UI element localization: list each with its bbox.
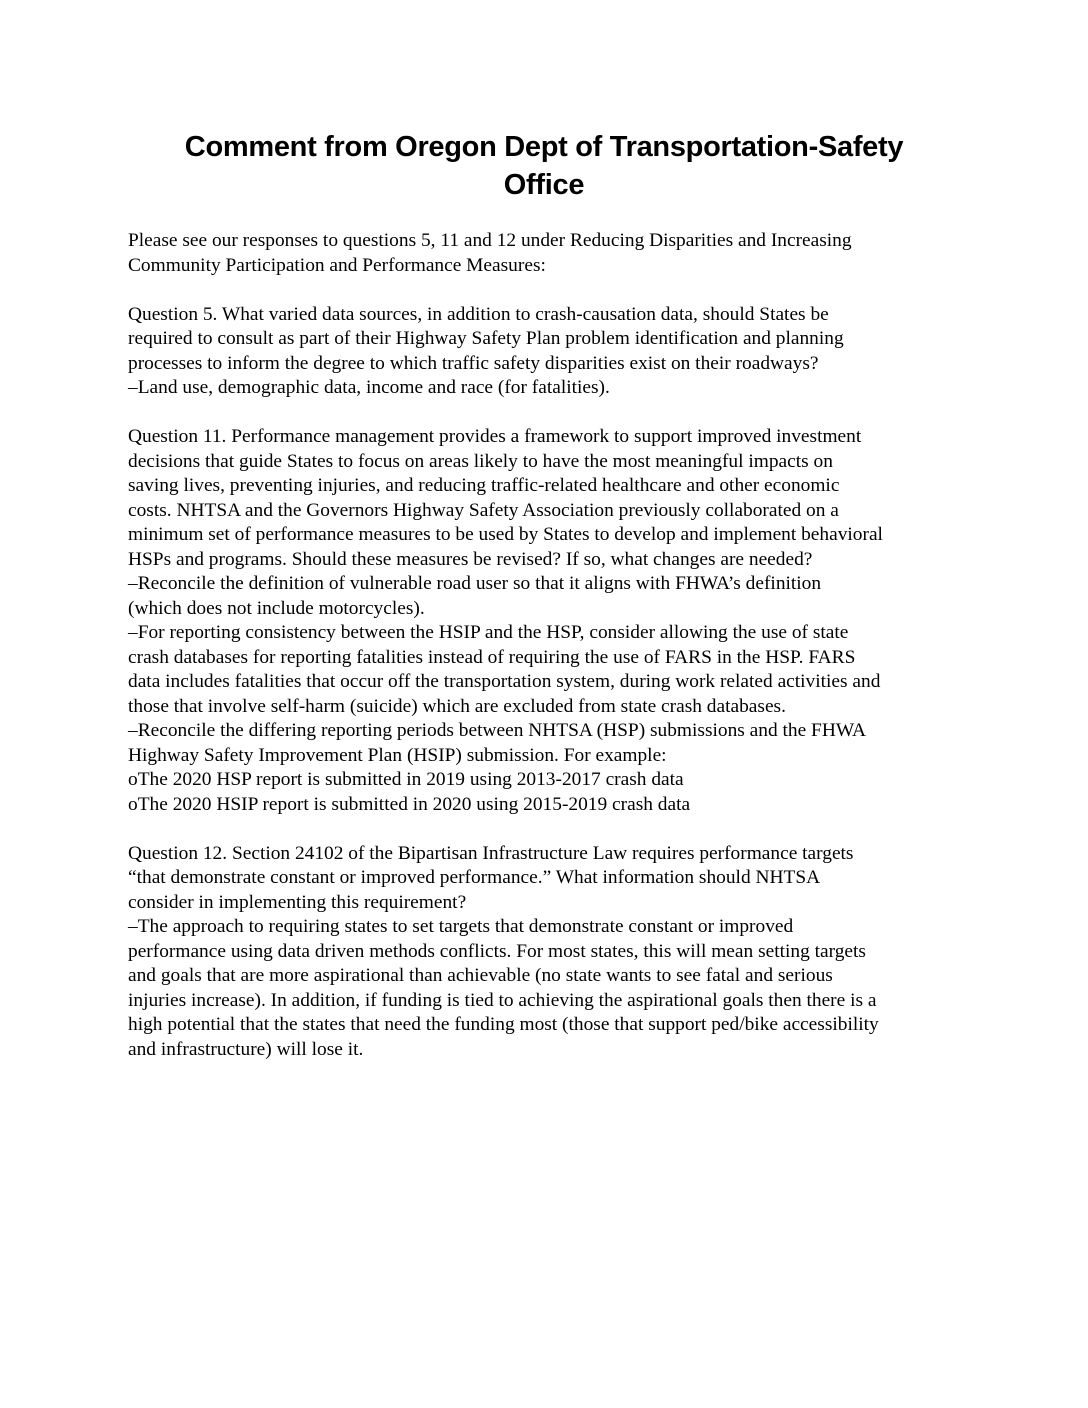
text-line: Please see our responses to questions 5, 11 and 12 under Reducing Disparities and Increasing <box>128 230 852 251</box>
text-line: required to consult as part of their Highway Safety Plan problem identification and planning <box>128 328 844 349</box>
text-line: processes to inform the degree to which traffic safety disparities exist on their roadways? <box>128 352 819 374</box>
answer-line: Highway Safety Improvement Plan (HSIP) submission. For example: <box>128 744 667 766</box>
question-12-paragraph <box>128 842 968 1063</box>
answer-line: –Reconcile the differing reporting periods between NHTSA (HSP) submissions and the FHWA <box>128 720 866 741</box>
answer-line: high potential that the states that need the funding most (those that support ped/bike accessibility <box>128 1014 879 1035</box>
answer-line: crash databases for reporting fatalities instead of requiring the use of FARS in the HSP. FARS <box>128 646 856 668</box>
question-5-paragraph <box>128 303 968 401</box>
document-title <box>120 128 968 204</box>
answer-line: data includes fatalities that occur off the transportation system, during work related activities and <box>128 671 881 692</box>
answer-line: –The approach to requiring states to set targets that demonstrate constant or improved <box>128 916 794 937</box>
text-line: Question 11. Performance management provides a framework to support improved investment <box>128 426 862 447</box>
answer-line: –Reconcile the definition of vulnerable road user so that it aligns with FHWA’s definition <box>128 573 822 594</box>
title-line: Comment from Oregon Dept of Transportation-Safety <box>184 131 904 163</box>
text-line: costs. NHTSA and the Governors Highway Safety Association previously collaborated on a <box>128 499 839 521</box>
question-11-paragraph <box>128 425 968 817</box>
text-line: minimum set of performance measures to be used by States to develop and implement behavioral <box>128 524 883 545</box>
text-line: consider in implementing this requirement? <box>128 891 467 913</box>
answer-line: and goals that are more aspirational than achievable (no state wants to see fatal and serious <box>128 965 833 986</box>
text-line: Question 5. What varied data sources, in addition to crash-causation data, should States be <box>128 303 829 325</box>
answer-line: those that involve self-harm (suicide) which are excluded from state crash databases. <box>128 695 786 717</box>
intro-paragraph <box>128 229 968 278</box>
answer-line: and infrastructure) will lose it. <box>128 1038 364 1060</box>
text-line: saving lives, preventing injuries, and reducing traffic-related healthcare and other economic <box>128 475 840 496</box>
text-line: Community Participation and Performance Measures: <box>128 254 546 276</box>
title-line: Office <box>503 169 585 201</box>
answer-line: injuries increase). In addition, if funding is tied to achieving the aspirational goals then there is a <box>128 989 877 1011</box>
answer-line: –Land use, demographic data, income and race (for fatalities). <box>128 377 610 398</box>
text-line: HSPs and programs. Should these measures be revised? If so, what changes are needed? <box>128 548 813 570</box>
example-line: oThe 2020 HSP report is submitted in 2019 using 2013-2017 crash data <box>128 769 684 790</box>
answer-line: performance using data driven methods conflicts. For most states, this will mean setting targets <box>128 940 866 962</box>
text-line: decisions that guide States to focus on areas likely to have the most meaningful impacts on <box>128 450 833 472</box>
text-line: “that demonstrate constant or improved performance.” What information should NHTSA <box>128 867 821 888</box>
example-line: oThe 2020 HSIP report is submitted in 2020 using 2015-2019 crash data <box>128 793 691 815</box>
document-body <box>128 229 968 1087</box>
answer-line: –For reporting consistency between the HSIP and the HSP, consider allowing the use of state <box>128 622 849 643</box>
text-line: Question 12. Section 24102 of the Bipartisan Infrastructure Law requires performance targets <box>128 842 854 864</box>
answer-line: (which does not include motorcycles). <box>128 597 425 619</box>
